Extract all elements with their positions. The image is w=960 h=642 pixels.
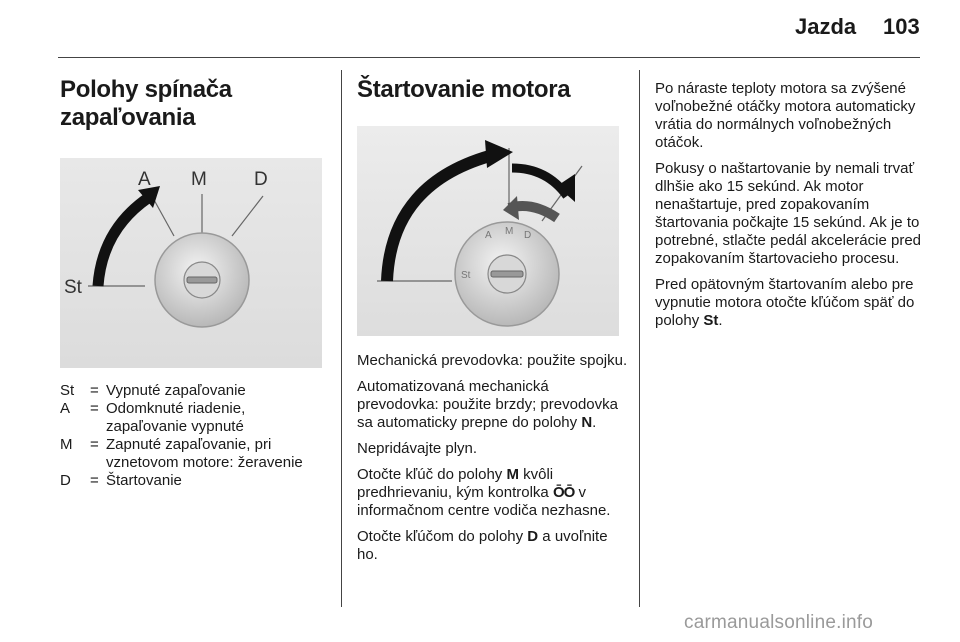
section-heading: Štartovanie motora <box>357 76 571 103</box>
legend-key: St <box>60 382 75 399</box>
text-span: Pred opätovným štartovaním alebo pre vypnutie motora otočte kľúčom späť do polohy <box>655 276 915 329</box>
label-m: M <box>505 226 514 237</box>
header-divider <box>58 57 920 58</box>
column-divider <box>639 70 640 607</box>
bold-text: M <box>506 466 519 483</box>
text-span: a uvoľnite ho. <box>357 528 608 563</box>
legend-equals: = <box>90 400 99 417</box>
heading-line: zapaľovania <box>60 104 196 131</box>
legend-row <box>60 400 328 436</box>
paragraph: Pokusy o naštartovanie by nemali trvať dlhšie ako 15 sekúnd. Ak motor nenaštartuje, pred zopakovaním štartovania počkajte 15 sekúnd. Ak je to potrebné, stlačte pedál akcelerácie pred zopakovaním štartovacieho procesu. <box>655 160 922 267</box>
paragraph <box>357 528 629 564</box>
label-d: D <box>254 169 268 190</box>
engine-start-text <box>357 352 629 564</box>
text-span: Automatizovaná mechanická prevodovka: použite brzdy; prevodovka sa automaticky prepne do polohy <box>357 378 618 431</box>
watermark: carmanualsonline.info <box>684 612 874 633</box>
paragraph <box>655 276 923 330</box>
glow-plug-icon: ŌŌ <box>552 484 575 501</box>
paragraph: Po náraste teploty motora sa zvýšené voľnobežné otáčky motora automaticky vrátia do normálnych voľnobežných otáčok. <box>655 80 916 151</box>
label-a: A <box>485 230 492 241</box>
section-heading <box>60 76 328 132</box>
position-legend <box>60 382 328 490</box>
paragraph: Mechanická prevodovka: použite spojku. <box>357 352 628 369</box>
engine-start-figure <box>357 126 619 336</box>
legend-row <box>60 382 328 400</box>
text-span: Otočte kľúč do polohy <box>357 466 507 483</box>
text-span: v informačnom centre vodiča nezhasne. <box>357 484 611 519</box>
legend-key: D <box>60 472 71 489</box>
text-span: . <box>718 312 723 329</box>
continuation-section <box>655 80 923 338</box>
ignition-switch-figure <box>60 158 322 368</box>
column-divider <box>341 70 342 607</box>
legend-row <box>60 472 328 490</box>
engine-start-section <box>357 76 629 572</box>
legend-text: Štartovanie <box>106 472 182 489</box>
bold-text: D <box>527 528 539 545</box>
legend-text: Zapnuté zapaľovanie, pri vznetovom motore: žeravenie <box>106 436 303 471</box>
legend-key: A <box>60 400 71 417</box>
legend-text: Odomknuté riadenie, zapaľovanie vypnuté <box>106 400 246 435</box>
legend-equals: = <box>90 382 99 399</box>
legend-equals: = <box>90 436 99 453</box>
legend-equals: = <box>90 472 99 489</box>
paragraph <box>357 378 629 432</box>
label-d: D <box>524 230 532 241</box>
bold-text: N <box>581 414 593 431</box>
paragraph <box>357 466 629 520</box>
label-st: St <box>461 270 471 281</box>
label-m: M <box>191 169 207 190</box>
label-st: St <box>64 277 82 298</box>
legend-row <box>60 436 328 472</box>
text-span: Otočte kľúčom do polohy <box>357 528 528 545</box>
heading-line: Polohy spínača <box>60 76 232 103</box>
key-turn-illustration <box>357 126 619 336</box>
legend-key: M <box>60 436 73 453</box>
chapter-title: Jazda <box>795 14 857 39</box>
paragraph: Nepridávajte plyn. <box>357 440 478 457</box>
legend-text: Vypnuté zapaľovanie <box>106 382 246 399</box>
page-number: 103 <box>883 14 920 39</box>
ignition-positions-section <box>60 76 328 490</box>
ignition-switch-illustration <box>60 158 322 368</box>
bold-text: St <box>703 312 719 329</box>
text-span: . <box>592 414 597 431</box>
text-span: kvôli predhrievaniu, kým kontrolka <box>357 466 554 501</box>
label-a: A <box>138 169 151 190</box>
